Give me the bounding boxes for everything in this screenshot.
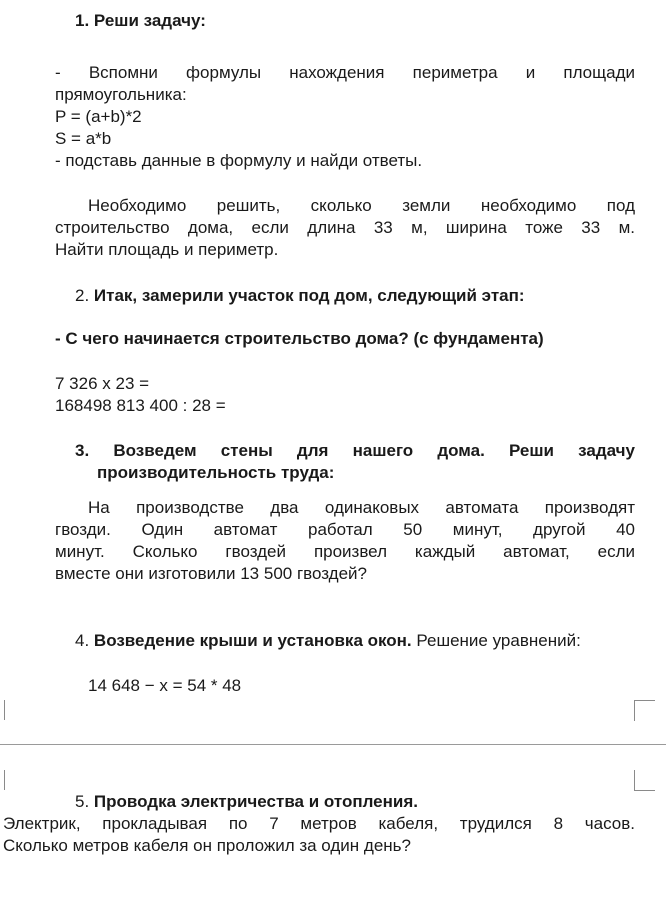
task2-expressions (55, 373, 226, 417)
formula-perimeter: P = (a+b)*2 (55, 107, 142, 126)
page-corner-mark (634, 700, 655, 721)
task1-problem (55, 195, 635, 261)
task4-number: 4. (75, 631, 90, 650)
task2-number: 2. (75, 286, 90, 305)
task5-number: 5. (75, 792, 90, 811)
task1-hint (55, 62, 635, 172)
task1-heading: 1. Реши задачу: (75, 11, 206, 30)
task3-heading (75, 440, 635, 484)
task2-heading (75, 285, 525, 307)
task3-number: 3. (75, 441, 90, 460)
page-corner-mark (0, 700, 5, 720)
task3-heading-line-2: производительность труда: (97, 463, 335, 482)
task4-equation: 14 648 − х = 54 * 48 (88, 676, 242, 695)
task4-heading (75, 630, 581, 652)
page-corner-mark (634, 770, 655, 791)
hint-line-2: прямоугольника: (55, 85, 187, 104)
expression-2: 168498 813 400 : 28 = (55, 396, 226, 415)
problem1-line-2: строительство дома, если длина 33 м, ширина тоже 33 м. (55, 218, 635, 237)
hint-line-1: - Вспомни формулы нахождения периметра и площади (55, 63, 635, 82)
task5-problem (3, 813, 635, 857)
task4-heading-rest: Решение уравнений: (411, 631, 581, 650)
task2-question: - С чего начинается строительство дома? (с фундамента) (55, 329, 544, 348)
task3-heading-text-1: Возведем стены для нашего дома. Реши задачу (113, 441, 636, 460)
expression-1: 7 326 х 23 = (55, 374, 150, 393)
task2-heading-text: Итак, замерили участок под дом, следующий этап: (93, 286, 525, 305)
task5-heading-bold: Проводка электричества и отопления. (93, 792, 419, 811)
page-break-line (0, 744, 666, 745)
task3-problem (55, 497, 635, 585)
problem1-line-1: Необходимо решить, сколько земли необходимо под (88, 196, 635, 215)
formula-area: S = a*b (55, 129, 112, 148)
problem3-line-2: гвозди. Один автомат работал 50 минут, другой 40 (55, 520, 635, 539)
hint-line-3: - подставь данные в формулу и найди ответы. (55, 151, 423, 170)
page-corner-mark (0, 770, 5, 790)
problem5-line-1: Электрик, прокладывая по 7 метров кабеля, трудился 8 часов. (3, 814, 635, 833)
task3-heading-line-1 (75, 440, 635, 462)
problem1-line-3: Найти площадь и периметр. (55, 240, 279, 259)
problem3-line-3: минут. Сколько гвоздей произвел каждый автомат, если (55, 542, 635, 561)
problem3-line-1: На производстве два одинаковых автомата производят (88, 498, 635, 517)
task5-heading (75, 791, 418, 813)
problem3-line-4: вместе они изготовили 13 500 гвоздей? (55, 564, 368, 583)
problem5-line-2: Сколько метров кабеля он проложил за один день? (3, 836, 411, 855)
task4-heading-bold: Возведение крыши и установка окон. (93, 631, 412, 650)
